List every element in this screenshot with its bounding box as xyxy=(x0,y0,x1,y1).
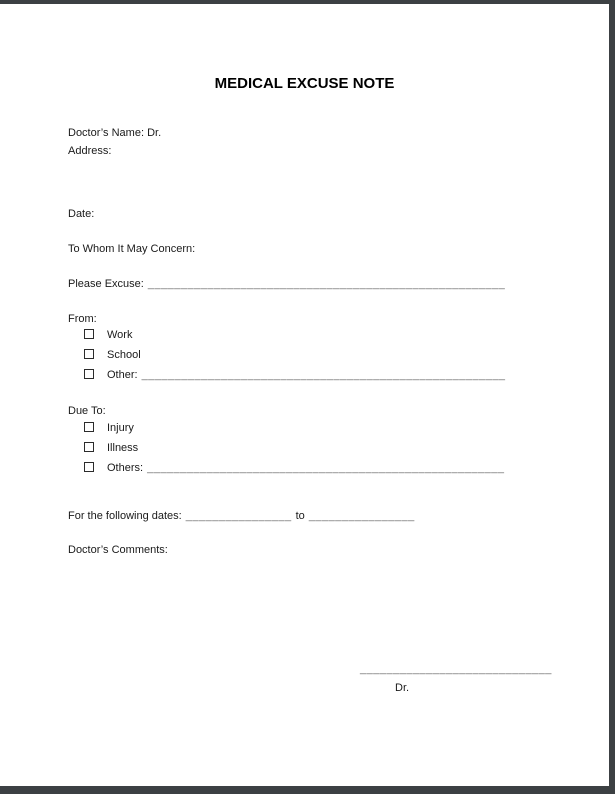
school-label: School xyxy=(107,349,141,361)
work-checkbox[interactable] xyxy=(84,329,94,339)
due-to-option-others-row xyxy=(84,459,504,477)
other-blank-field[interactable]: _______________________________________________________ xyxy=(141,369,506,381)
from-option-school-row xyxy=(84,346,141,364)
signature-blank-field[interactable]: _____________________________ xyxy=(360,663,552,675)
others-label: Others: xyxy=(107,462,144,474)
other-checkbox[interactable] xyxy=(84,369,94,379)
date-to-blank-field[interactable]: ________________ xyxy=(308,510,415,522)
address-line: Address: xyxy=(68,145,112,157)
illness-checkbox[interactable] xyxy=(84,442,94,452)
date-line: Date: xyxy=(68,208,95,220)
due-to-option-illness-row xyxy=(84,439,138,457)
illness-label: Illness xyxy=(107,442,139,454)
please-excuse-line xyxy=(68,275,505,293)
please-excuse-blank-field[interactable]: ______________________________________________________ xyxy=(147,278,506,290)
salutation-line: To Whom It May Concern: xyxy=(68,243,196,255)
from-option-work-row xyxy=(84,326,132,344)
others-checkbox[interactable] xyxy=(84,462,94,472)
document-page xyxy=(0,4,609,786)
other-label: Other: xyxy=(107,369,138,381)
dates-line xyxy=(68,507,415,525)
signature-line xyxy=(360,660,552,678)
doctor-name-line: Doctor’s Name: Dr. xyxy=(68,127,162,139)
date-from-blank-field[interactable]: ________________ xyxy=(185,510,292,522)
signature-name: Dr. xyxy=(395,682,410,694)
injury-label: Injury xyxy=(107,422,134,434)
school-checkbox[interactable] xyxy=(84,349,94,359)
due-to-option-injury-row xyxy=(84,419,134,437)
others-blank-field[interactable]: ______________________________________________________ xyxy=(147,462,505,474)
from-section-label: From: xyxy=(68,313,97,325)
work-label: Work xyxy=(107,329,133,341)
dates-label: For the following dates: xyxy=(68,510,182,522)
dates-connector: to xyxy=(295,510,305,522)
comments-label: Doctor’s Comments: xyxy=(68,544,168,556)
injury-checkbox[interactable] xyxy=(84,422,94,432)
please-excuse-label: Please Excuse: xyxy=(68,278,144,290)
document-title: MEDICAL EXCUSE NOTE xyxy=(214,75,395,92)
due-to-section-label: Due To: xyxy=(68,405,106,417)
from-option-other-row xyxy=(84,366,506,384)
